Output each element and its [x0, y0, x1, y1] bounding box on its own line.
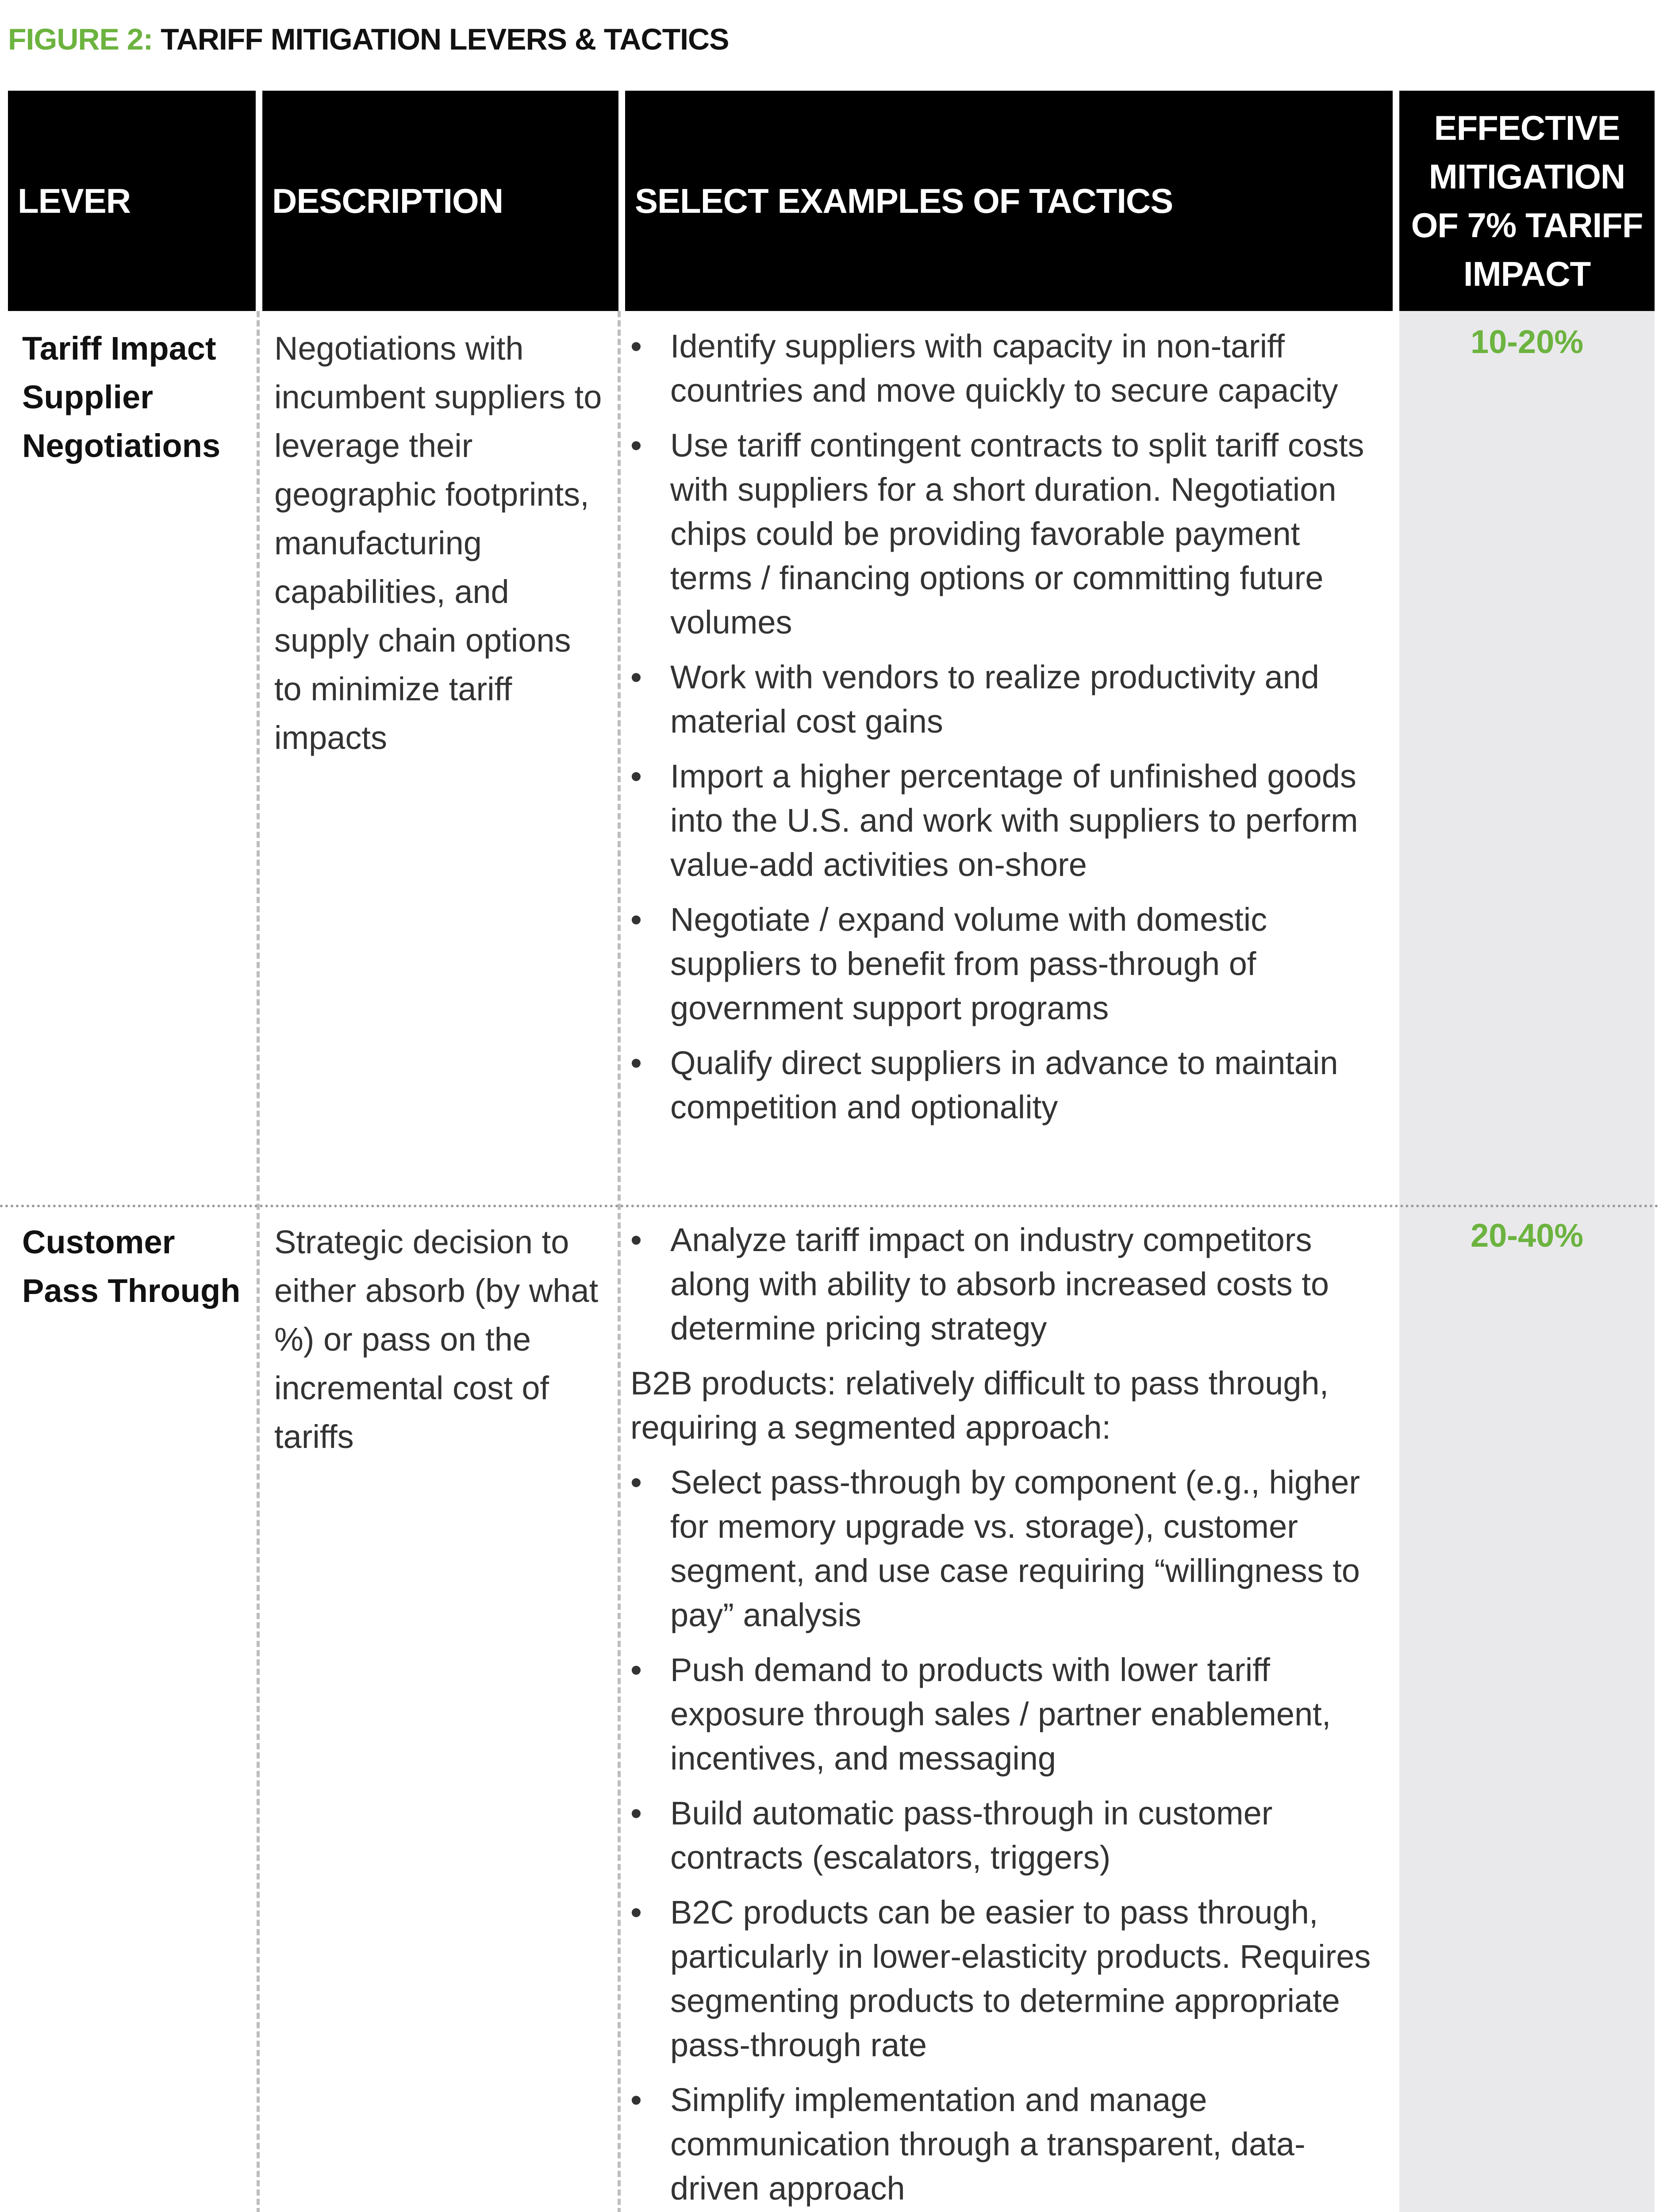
header-lever: LEVER [8, 91, 256, 311]
bullet-icon: • [630, 901, 642, 938]
lever-name: Customer Pass Through [22, 1224, 241, 1309]
tactic-item [630, 1791, 1387, 1880]
figure-title [8, 22, 729, 57]
column-divider [618, 311, 621, 2212]
tactics-list [630, 1218, 1387, 2212]
header-tactics: SELECT EXAMPLES OF TACTICS [625, 91, 1393, 311]
tactic-item [630, 423, 1387, 645]
header-description: DESCRIPTION [262, 91, 618, 311]
tactic-text: Import a higher percentage of unfinished goods into the U.S. and work with suppliers to perform value-add activities on-shore [670, 758, 1358, 883]
tactic-text: B2C products can be easier to pass through, particularly in lower-elasticity products. Requires segmenting products to determine appropriate pass-through rate [670, 1894, 1371, 2063]
tactic-text: Identify suppliers with capacity in non-tariff countries and move quickly to secure capacity [670, 328, 1338, 409]
mitigation-column-background [1399, 311, 1655, 2212]
bullet-icon: • [630, 427, 642, 464]
tactic-item [630, 898, 1387, 1030]
tactic-text: Build automatic pass-through in customer contracts (escalators, triggers) [670, 1795, 1273, 1876]
bullet-icon: • [630, 1464, 642, 1501]
tactic-item [630, 1890, 1387, 2067]
bullet-icon: • [630, 2081, 642, 2118]
tactic-text: Qualify direct suppliers in advance to maintain competition and optionality [670, 1045, 1338, 1125]
tactic-text: Negotiate / expand volume with domestic suppliers to benefit from pass-through of government support programs [670, 901, 1267, 1026]
tactic-item [630, 324, 1387, 413]
tactic-item [630, 655, 1387, 744]
tactic-item [630, 754, 1387, 887]
table-body [0, 311, 1659, 2212]
lever-name: Tariff Impact Supplier Negotiations [22, 330, 221, 464]
bullet-icon: • [630, 1651, 642, 1688]
lever-description: Negotiations with incumbent suppliers to leverage their geographic footprints, manufacturing capabilities, and supply chain options to minimize tariff impacts [274, 330, 602, 756]
tactic-text: Select pass-through by component (e.g., higher for memory upgrade vs. storage), customer segment, and use case requiring “willingness to pay” analysis [670, 1464, 1360, 1633]
bullet-icon: • [630, 758, 642, 795]
tactic-text: Simplify implementation and manage communication through a transparent, data-driven approach [670, 2081, 1306, 2207]
tactic-text: Analyze tariff impact on industry competitors along with ability to absorb increased costs to determine pricing strategy [670, 1221, 1329, 1347]
tactic-item [630, 1648, 1387, 1781]
tactic-text: Work with vendors to realize productivity and material cost gains [670, 659, 1319, 740]
row-divider [0, 1205, 1659, 1207]
bullet-icon: • [630, 1795, 642, 1832]
bullet-icon: • [630, 1221, 642, 1258]
column-divider [257, 311, 260, 2212]
mitigation-value: 10-20% [1470, 323, 1584, 360]
tactic-text: Use tariff contingent contracts to split tariff costs with suppliers for a short duration. Negotiation chips could be providing favorable payment terms / financing options or committing future volumes [670, 427, 1364, 641]
tactics-list [630, 324, 1387, 1140]
tactic-subheading: B2B products: relatively difficult to pass through, requiring a segmented approach: [630, 1365, 1329, 1446]
bullet-icon: • [630, 328, 642, 365]
figure-title-text: TARIFF MITIGATION LEVERS & TACTICS [161, 23, 729, 56]
header-mitigation: EFFECTIVE MITIGATION OF 7% TARIFF IMPACT [1399, 91, 1655, 311]
lever-description: Strategic decision to either absorb (by what %) or pass on the incremental cost of tariffs [274, 1224, 599, 1455]
mitigation-value: 20-40% [1470, 1217, 1584, 1254]
bullet-icon: • [630, 1045, 642, 1081]
tactic-text: Push demand to products with lower tariff exposure through sales / partner enablement, incentives, and messaging [670, 1651, 1331, 1777]
bullet-icon: • [630, 659, 642, 695]
tactic-item [630, 1218, 1387, 1351]
bullet-icon: • [630, 1894, 642, 1931]
tactic-item [630, 1460, 1387, 1637]
figure-number: FIGURE 2: [8, 23, 153, 56]
tactic-item [630, 2078, 1387, 2211]
table-header [8, 91, 1655, 311]
tactic-item [630, 1041, 1387, 1129]
